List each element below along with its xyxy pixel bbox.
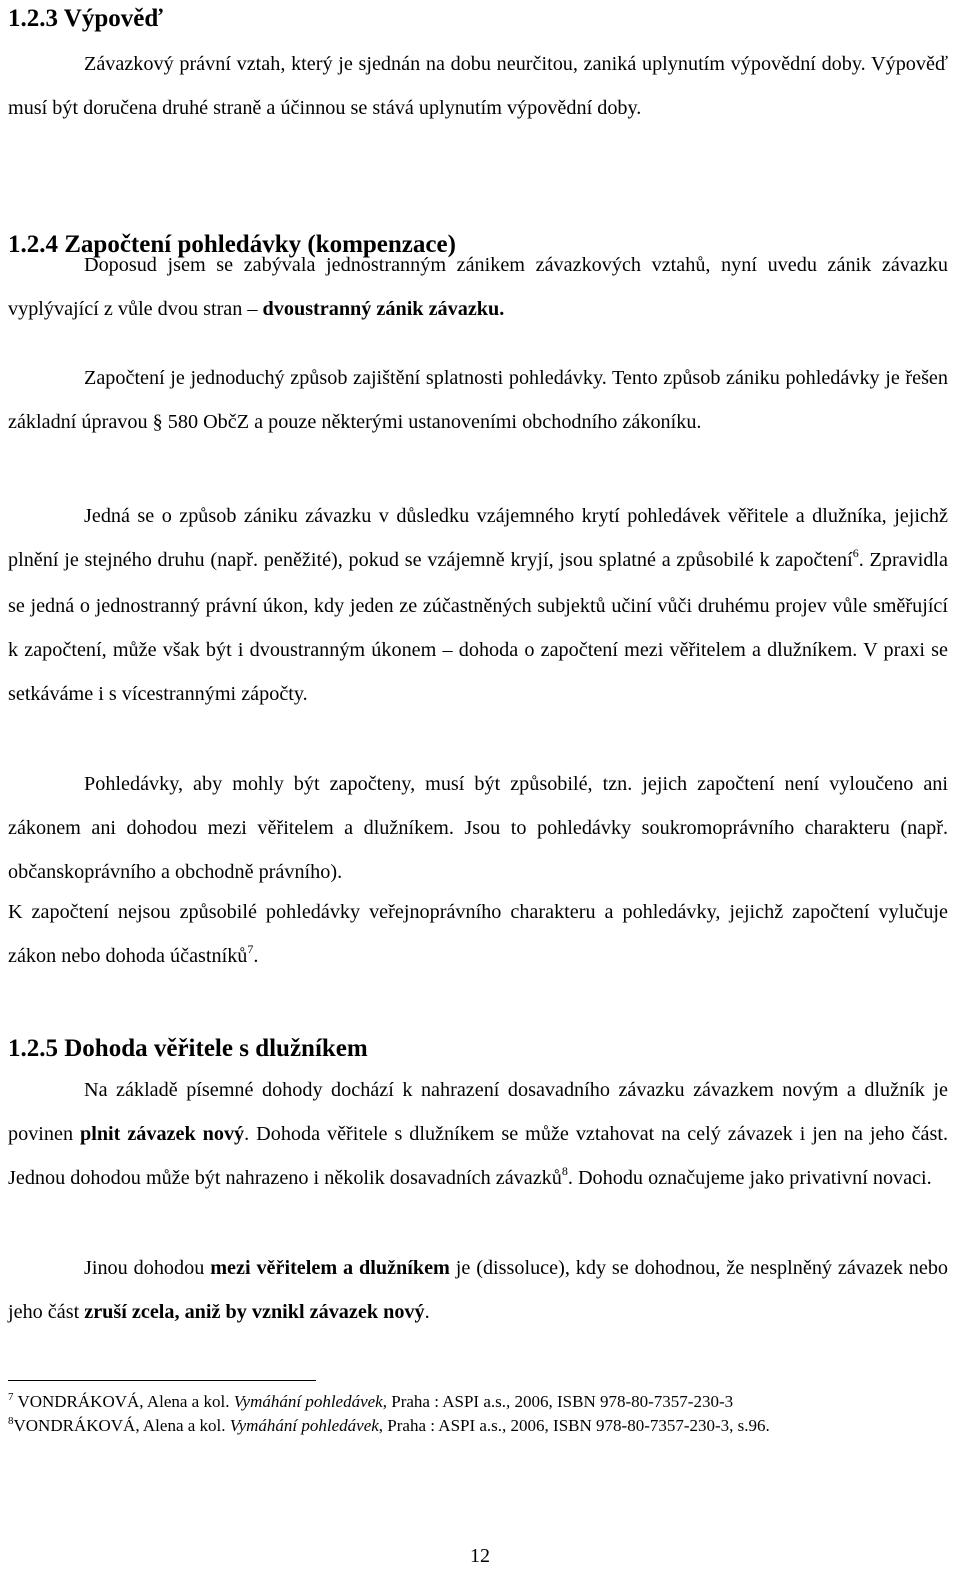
paragraph-dohoda-1: Na základě písemné dohody dochází k nahrazení dosavadního závazku závazkem novým a dlužník je povinen plnit závazek nový. Dohoda věřitele s dlužníkem se může vztahovat na celý závazek i jen na jeho část. Jednou dohodou může být nahrazeno i několik dosavadních závazků$^8$. Dohodu označujeme jako privativní novaci. xyxy=(8,1079,948,1189)
heading-1-2-3: 1.2.3 Výpověď xyxy=(8,5,163,32)
paragraph-zapocteni-1: Doposud jsem se zabývala jednostranným zánikem závazkových vztahů, nyní uvedu zánik závazku vyplývající z vůle dvou stran – dvoustranný zánik závazku. xyxy=(8,254,948,320)
paragraph-zapocteni-4: Pohledávky, aby mohly být započteny, musí být způsobilé, tzn. jejich započtení není vyloučeno ani zákonem ani dohodou mezi věřitelem a dlužníkem. Jsou to pohledávky soukromoprávního charakteru (např. občanskoprávního a obchodně právního). xyxy=(8,773,948,883)
heading-1-2-4: 1.2.4 Započtení pohledávky (kompenzace) xyxy=(8,231,456,258)
page-number: 12 xyxy=(470,1545,490,1567)
heading-1-2-5: 1.2.5 Dohoda věřitele s dlužníkem xyxy=(8,1035,368,1062)
paragraph-dohoda-2: Jinou dohodou mezi věřitelem a dlužníkem je (dissoluce), kdy se dohodnou, že nesplněný závazek nebo jeho část zruší zcela, aniž by vznikl závazek nový. xyxy=(8,1257,949,1323)
paragraph-zapocteni-2: Započtení je jednoduchý způsob zajištění splatnosti pohledávky. Tento způsob zániku pohledávky je řešen základní úpravou § 580 ObčZ a pouze některými ustanoveními obchodního zákoníku. xyxy=(8,367,948,433)
paragraph-vypoved: Závazkový právní vztah, který je sjednán na dobu neurčitou, zaniká uplynutím výpovědní doby. Výpověď musí být doručena druhé straně a účinnou se stává uplynutím výpovědní doby. xyxy=(8,53,948,119)
paragraph-zapocteni-3: Jedná se o způsob zániku závazku v důsledku vzájemného krytí pohledávek věřitele a dlužníka, jejichž plnění je stejného druhu (např. peněžité), pokud se vzájemně kryjí, jsou splatné a způsobilé k započtení$^6$. Zpravidla se jedná o jednostranný právní úkon, kdy jeden ze zúčastněných subjektů učiní vůči druhému projev vůle směřující k započtení, může však být i dvoustranným úkonem – dohoda o započtení mezi věřitelem a dlužníkem. V praxi se setkáváme i s vícestrannými zápočty. xyxy=(8,505,948,705)
footnote-8: $^8$VONDRÁKOVÁ, Alena a kol. Vymáhání pohledávek, Praha : ASPI a.s., 2006, ISBN 978-80-7357-230-3, s.96. xyxy=(8,1415,770,1435)
footnote-7: $^7$ VONDRÁKOVÁ, Alena a kol. Vymáhání pohledávek, Praha : ASPI a.s., 2006, ISBN 978-80-7357-230-3 xyxy=(8,1391,734,1411)
paragraph-zapocteni-5: K započtení nejsou způsobilé pohledávky veřejnoprávního charakteru a pohledávky, jejichž započtení vylučuje zákon nebo dohoda účastníků$^7$. xyxy=(8,901,948,967)
footnote-separator xyxy=(8,1380,316,1381)
